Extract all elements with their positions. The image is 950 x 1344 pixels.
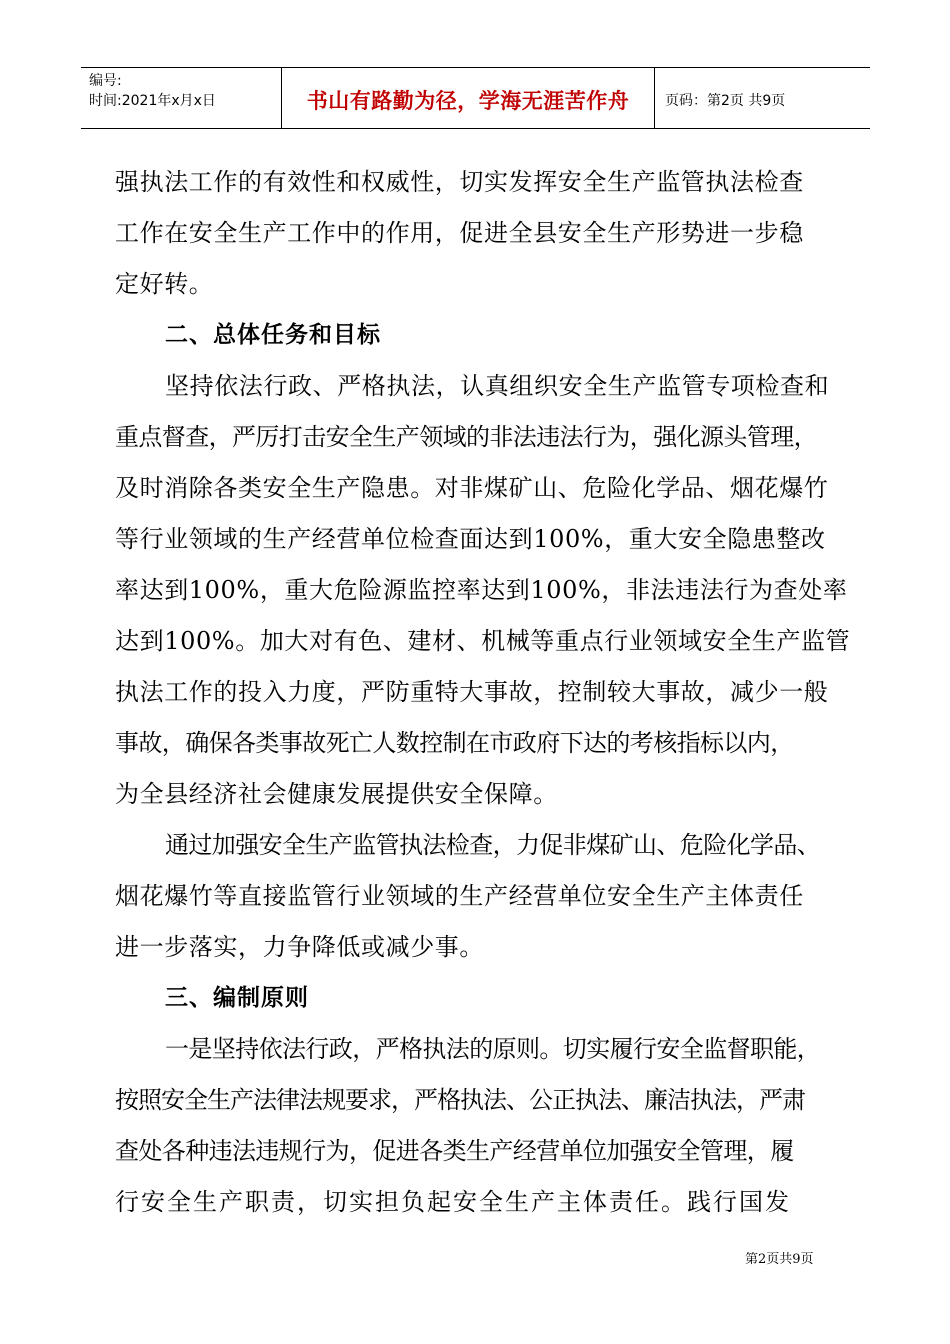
section-heading-principles: 三、编制原则 [165, 985, 309, 1011]
body-line: 通过加强安全生产监管执法检查，力促非煤矿山、危险化学品、 [165, 831, 821, 859]
body-line: 进一步落实，力争降低或减少事。 [115, 933, 484, 961]
body-line: 工作在安全生产工作中的作用，促进全县安全生产形势进一步稳 [115, 219, 804, 247]
body-line: 达到100%。加大对有色、建材、机械等重点行业领域安全生产监管 [115, 627, 851, 655]
body-line: 一是坚持依法行政，严格执法的原则。切实履行安全监督职能， [165, 1035, 821, 1063]
body-line: 为全县经济社会健康发展提供安全保障。 [115, 780, 558, 808]
footer-page-number: 第2页共9页 [745, 1252, 814, 1267]
body-line: 强执法工作的有效性和权威性，切实发挥安全生产监管执法检查 [115, 168, 804, 196]
document-body [115, 157, 851, 1228]
body-line: 执法工作的投入力度，严防重特大事故，控制较大事故，减少一般 [115, 678, 829, 706]
header-meta-cell [81, 68, 282, 128]
body-line: 行安全生产职责，切实担负起安全生产主体责任。践行国发 [115, 1188, 791, 1216]
body-line: 重点督查，严厉打击安全生产领域的非法违法行为，强化源头管理， [115, 423, 817, 451]
section-heading-tasks: 二、总体任务和目标 [165, 322, 381, 348]
document-number-label: 编号: [89, 73, 122, 89]
body-line: 查处各种违法违规行为，促进各类生产经营单位加强安全管理，履 [115, 1137, 794, 1165]
body-line: 率达到100%，重大危险源监控率达到100%，非法违法行为查处率 [115, 576, 848, 604]
header-motto: 书山有路勤为径，学海无涯苦作舟 [282, 68, 655, 128]
body-line: 烟花爆竹等直接监管行业领域的生产经营单位安全生产主体责任 [115, 882, 804, 910]
body-line: 坚持依法行政、严格执法，认真组织安全生产监管专项检查和 [165, 372, 830, 400]
document-header [81, 67, 870, 129]
body-line: 等行业领域的生产经营单位检查面达到100%，重大安全隐患整改 [115, 525, 826, 553]
body-line: 定好转。 [115, 270, 214, 298]
header-page-info: 页码：第2页 共9页 [665, 93, 786, 109]
body-line: 按照安全生产法律法规要求，严格执法、公正执法、廉洁执法，严肃 [115, 1086, 805, 1114]
body-line: 及时消除各类安全生产隐患。对非煤矿山、危险化学品、烟花爆竹 [115, 474, 829, 502]
body-line: 事故，确保各类事故死亡人数控制在市政府下达的考核指标以内， [115, 729, 794, 757]
document-time-label: 时间:2021年x月x日 [89, 93, 216, 109]
